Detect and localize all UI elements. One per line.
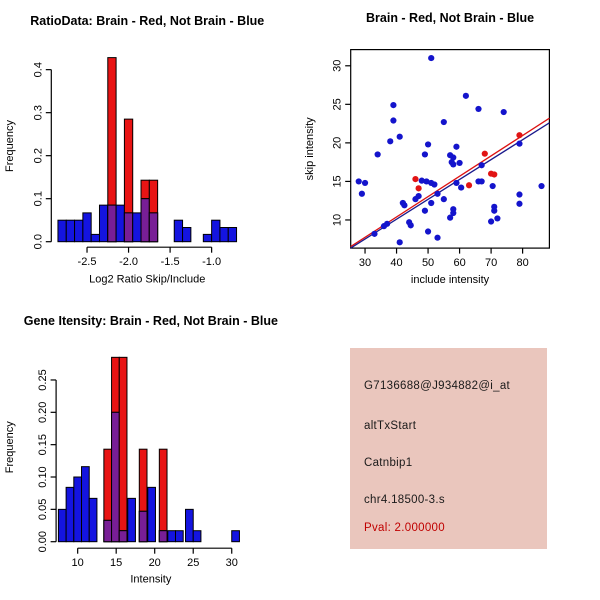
ratio-histogram-chart: [0, 0, 300, 300]
y-tick-label: 15: [331, 175, 344, 188]
hist-bar-red: [119, 357, 127, 541]
scatter-point-blue: [428, 55, 434, 61]
y-tick-label: 0.2: [32, 148, 45, 164]
y-tick-label: 0.00: [37, 530, 50, 553]
scatter-point-blue: [488, 218, 494, 224]
gene-info-event-type: altTxStart: [364, 420, 417, 432]
y-axis-label: Frequency: [4, 120, 16, 172]
y-tick-label: 0.15: [37, 433, 50, 456]
hist-bar-blue: [174, 220, 182, 242]
scatter-point-blue: [463, 93, 469, 99]
y-tick-label: 0.3: [32, 105, 45, 121]
x-tick-label: 80: [516, 257, 529, 270]
hist-bar-blue: [66, 220, 74, 242]
scatter-point-blue: [412, 196, 418, 202]
hist-bar-blue: [89, 498, 97, 541]
scatter-point-red: [466, 182, 472, 188]
scatter-point-blue: [425, 141, 431, 147]
chart-title: Brain - Red, Not Brain - Blue: [366, 11, 535, 25]
hist-bar-blue: [58, 509, 66, 541]
intensity-scatter-chart: [300, 0, 600, 300]
gene-intensity-histogram-chart: [0, 300, 300, 600]
scatter-point-blue: [359, 191, 365, 197]
scatter-point-blue: [434, 191, 440, 197]
gene-info-panel: [300, 300, 600, 600]
scatter-point-blue: [431, 181, 437, 187]
scatter-point-blue: [479, 178, 485, 184]
scatter-point-blue: [450, 161, 456, 167]
chart-title: RatioData: Brain - Red, Not Brain - Blue: [30, 14, 265, 28]
scatter-point-blue: [408, 222, 414, 228]
scatter-point-blue: [441, 119, 447, 125]
scatter-point-red: [482, 151, 488, 157]
x-tick-label: 30: [225, 557, 238, 570]
y-tick-label: 10: [331, 213, 344, 227]
hist-bar-blue: [83, 213, 91, 242]
scatter-point-blue: [501, 109, 507, 115]
scatter-point-blue: [390, 102, 396, 108]
hist-bar-overlap: [104, 520, 112, 541]
scatter-point-blue: [441, 196, 447, 202]
ratio-histogram-panel: [0, 0, 300, 300]
x-tick-label: 50: [421, 257, 435, 270]
chart-title: Gene Itensity: Brain - Red, Not Brain - Blue: [23, 314, 278, 328]
hist-bar-blue: [116, 205, 124, 242]
scatter-point-red: [416, 185, 422, 191]
hist-bar-blue: [75, 220, 83, 242]
x-tick-label: 70: [484, 257, 498, 270]
gene-info-background: [350, 348, 547, 549]
y-tick-label: 0.05: [37, 498, 50, 521]
scatter-point-blue: [458, 184, 464, 190]
hist-bar-blue: [128, 498, 136, 541]
hist-bar-blue: [58, 220, 66, 242]
hist-bar-overlap: [141, 199, 149, 242]
scatter-point-blue: [516, 191, 522, 197]
scatter-point-blue: [456, 160, 462, 166]
y-tick-label: 20: [331, 136, 344, 150]
hist-bar-blue: [228, 228, 236, 242]
gene-info-probe-id: G7136688@J934882@i_at: [364, 380, 511, 392]
x-tick-label: -2.5: [77, 256, 97, 269]
hist-bar-blue: [82, 467, 90, 542]
scatter-point-blue: [538, 183, 544, 189]
hist-bar-blue: [183, 228, 191, 242]
x-tick-label: 20: [148, 557, 161, 570]
scatter-point-blue: [397, 239, 403, 245]
x-axis-label: Log2 Ratio Skip/Include: [89, 273, 206, 286]
y-tick-label: 0.1: [32, 191, 45, 207]
x-tick-label: -1.0: [202, 256, 222, 269]
scatter-point-blue: [516, 201, 522, 207]
hist-bar-red: [159, 449, 167, 542]
hist-bar-overlap: [124, 213, 132, 242]
hist-bar-overlap: [108, 205, 116, 242]
hist-bar-blue: [133, 213, 141, 242]
scatter-point-blue: [428, 200, 434, 206]
hist-bar-blue: [212, 220, 220, 242]
hist-bar-blue: [74, 477, 82, 542]
scatter-point-blue: [422, 151, 428, 157]
scatter-point-blue: [447, 215, 453, 221]
scatter-point-blue: [494, 215, 500, 221]
x-tick-label: 40: [390, 257, 403, 270]
scatter-point-blue: [422, 208, 428, 214]
hist-bar-blue: [232, 531, 240, 542]
scatter-point-blue: [381, 223, 387, 229]
y-tick-label: 30: [331, 59, 344, 72]
hist-bar-blue: [99, 205, 107, 242]
hist-bar-overlap: [139, 511, 147, 541]
scatter-point-blue: [516, 141, 522, 147]
y-axis-label: Frequency: [4, 421, 16, 474]
x-axis-label: Intensity: [130, 573, 172, 586]
scatter-point-blue: [453, 144, 459, 150]
gene-info-pval: Pval: 2.000000: [364, 522, 445, 534]
y-tick-label: 0.20: [37, 401, 50, 424]
scatter-point-blue: [371, 231, 377, 237]
y-tick-label: 0.10: [37, 466, 50, 488]
scatter-point-blue: [397, 134, 403, 140]
scatter-point-blue: [387, 138, 393, 144]
hist-bar-blue: [186, 509, 194, 541]
hist-bar-blue: [148, 487, 156, 541]
y-tick-label: 0.4: [32, 62, 45, 78]
hist-bar-blue: [176, 531, 184, 542]
x-axis-label: include intensity: [410, 274, 490, 287]
hist-bar-blue: [203, 234, 211, 241]
hist-bar-overlap: [149, 213, 157, 242]
x-tick-label: -1.5: [160, 256, 180, 269]
x-tick-label: 30: [358, 257, 372, 270]
hist-bar-overlap: [112, 412, 120, 541]
hist-bar-blue: [220, 228, 228, 242]
scatter-point-red: [516, 132, 522, 138]
x-tick-label: 10: [71, 557, 84, 570]
x-tick-label: 15: [110, 557, 123, 570]
hist-bar-blue: [91, 234, 99, 241]
intensity-scatter-panel: [300, 0, 600, 300]
scatter-point-blue: [453, 180, 459, 186]
scatter-point-blue: [375, 151, 381, 157]
x-tick-label: 25: [187, 557, 200, 570]
scatter-point-blue: [356, 178, 362, 184]
hist-bar-blue: [168, 531, 176, 542]
x-tick-label: 60: [453, 257, 466, 270]
scatter-point-blue: [434, 235, 440, 241]
hist-bar-blue: [66, 487, 74, 541]
scatter-point-blue: [475, 106, 481, 112]
scatter-point-blue: [490, 183, 496, 189]
hist-bar-overlap: [159, 531, 167, 542]
scatter-point-blue: [425, 228, 431, 234]
scatter-point-blue: [362, 180, 368, 186]
hist-bar-blue: [193, 531, 201, 542]
gene-info-gene-name: Catnbip1: [364, 457, 413, 469]
scatter-point-blue: [401, 202, 407, 208]
scatter-point-blue: [479, 162, 485, 168]
scatter-point-blue: [491, 208, 497, 214]
scatter-point-red: [412, 176, 418, 182]
scatter-point-red: [491, 171, 497, 177]
gene-info-location: chr4.18500-3.s: [364, 494, 445, 506]
gene-intensity-histogram-panel: [0, 300, 300, 600]
y-axis-label: skip intensity: [304, 117, 316, 181]
scatter-point-blue: [390, 117, 396, 123]
y-tick-label: 0.25: [37, 369, 50, 391]
hist-bar-overlap: [119, 531, 127, 542]
x-tick-label: -2.0: [119, 256, 139, 269]
y-tick-label: 25: [331, 98, 344, 111]
y-tick-label: 0.0: [32, 234, 45, 250]
